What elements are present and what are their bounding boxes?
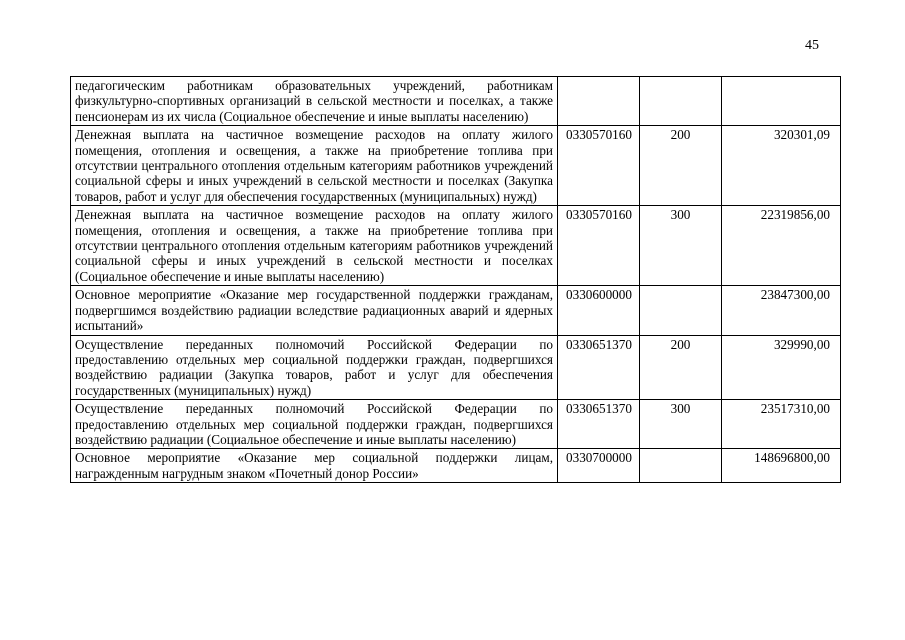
row-amount: 22319856,00 <box>722 206 841 286</box>
row-expense-type: 200 <box>640 126 722 206</box>
row-amount: 23517310,00 <box>722 400 841 449</box>
row-expense-type: 300 <box>640 206 722 286</box>
row-expense-type: 300 <box>640 400 722 449</box>
row-description: Осуществление переданных полномочий Российской Федерации по предоставлению отдельных мер социальной поддержки граждан, подвергшихся воздействию радиации (Социальное обеспечение и иные выплаты населению) <box>71 400 558 449</box>
row-expense-type <box>640 449 722 483</box>
row-description: Осуществление переданных полномочий Российской Федерации по предоставлению отдельных мер социальной поддержки граждан, подвергшихся воздействию радиации (Закупка товаров, работ и услуг для обеспечения государственных (муниципальных) нужд) <box>71 335 558 400</box>
row-amount: 329990,00 <box>722 335 841 400</box>
row-amount: 320301,09 <box>722 126 841 206</box>
table-row <box>71 400 841 449</box>
row-description: Денежная выплата на частичное возмещение расходов на оплату жилого помещения, отопления и освещения, а также на приобретение топлива при отсутствии центрального отопления отдельным категориям работников учреждений социальной сферы и иных учреждений в сельской местности и поселках (Закупка товаров, работ и услуг для обеспечения государственных (муниципальных) нужд) <box>71 126 558 206</box>
row-target-code: 0330570160 <box>558 206 640 286</box>
row-target-code: 0330700000 <box>558 449 640 483</box>
table-row <box>71 335 841 400</box>
table-row <box>71 286 841 335</box>
row-expense-type <box>640 286 722 335</box>
row-target-code <box>558 77 640 126</box>
row-amount: 148696800,00 <box>722 449 841 483</box>
row-description: Основное мероприятие «Оказание мер государственной поддержки гражданам, подвергшимся воздействию радиации вследствие радиационных аварий и ядерных испытаний» <box>71 286 558 335</box>
table-row <box>71 126 841 206</box>
row-amount <box>722 77 841 126</box>
row-expense-type <box>640 77 722 126</box>
page-number: 45 <box>805 38 819 53</box>
table-row <box>71 77 841 126</box>
row-target-code: 0330570160 <box>558 126 640 206</box>
row-description: Основное мероприятие «Оказание мер социальной поддержки лицам, награжденным нагрудным знаком «Почетный донор России» <box>71 449 558 483</box>
row-target-code: 0330600000 <box>558 286 640 335</box>
budget-table <box>70 76 841 483</box>
row-description: педагогическим работникам образовательных учреждений, работникам физкультурно-спортивных организаций в сельской местности и поселках, а также пенсионерам из их числа (Социальное обеспечение и иные выплаты населению) <box>71 77 558 126</box>
row-description: Денежная выплата на частичное возмещение расходов на оплату жилого помещения, отопления и освещения, а также на приобретение топлива при отсутствии центрального отопления отдельным категориям работников учреждений социальной сферы и иных учреждений в сельской местности и поселках (Социальное обеспечение и иные выплаты населению) <box>71 206 558 286</box>
row-target-code: 0330651370 <box>558 335 640 400</box>
row-target-code: 0330651370 <box>558 400 640 449</box>
row-amount: 23847300,00 <box>722 286 841 335</box>
table-row <box>71 449 841 483</box>
row-expense-type: 200 <box>640 335 722 400</box>
table-row <box>71 206 841 286</box>
